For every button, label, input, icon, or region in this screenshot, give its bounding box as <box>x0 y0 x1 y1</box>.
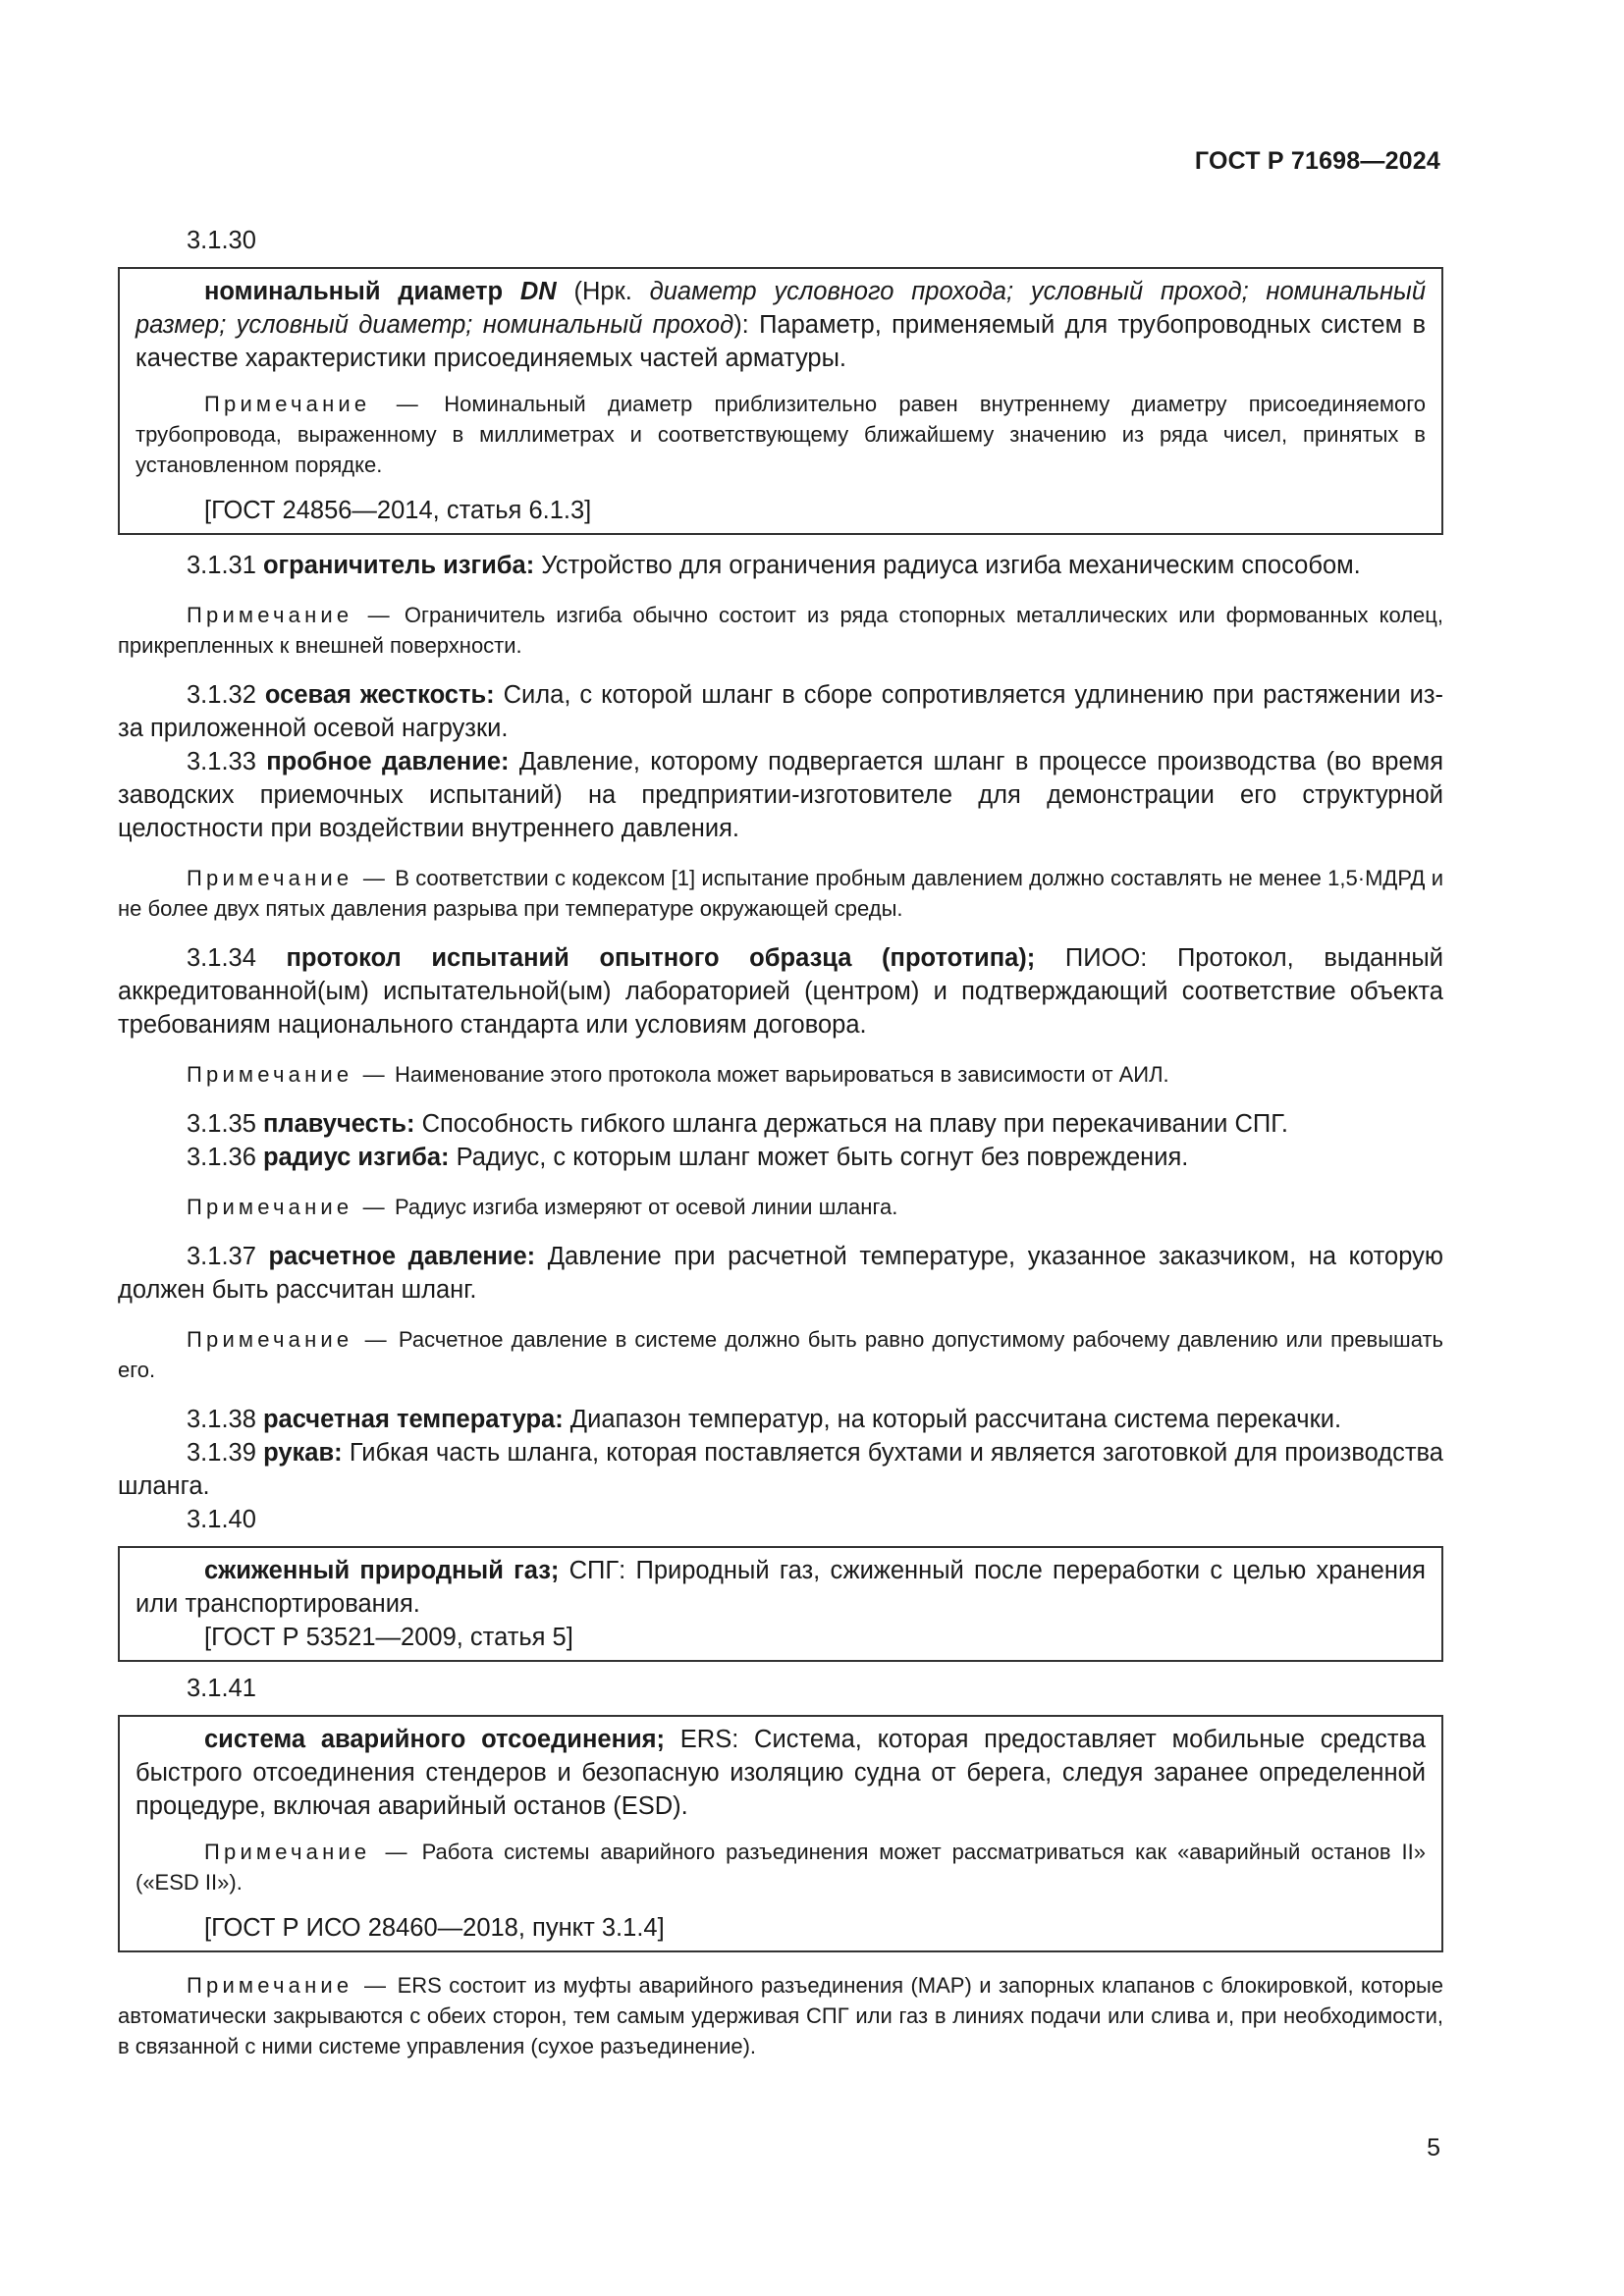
document-content <box>118 224 1443 2061</box>
term-abbreviation: DN <box>519 278 557 305</box>
term: рукав: <box>263 1439 343 1467</box>
note: Примечание — Номинальный диаметр приблизительно равен внутреннему диаметру присоединяемого трубопровода, выраженному в миллиметрах и соответствующему ближайшему значению из ряда чисел, принятых в установленном порядке. <box>135 392 1426 477</box>
note: Примечание — ERS состоит из муфты аварийного разъединения (МАР) и запорных клапанов с блокировкой, которые автоматически закрываются с обеих сторон, тем самым удерживая СПГ или газ в линиях подачи или слива и, при необходимости, в связанной с ними системе управления (сухое разъединение). <box>118 1973 1444 2058</box>
note: Примечание — В соответствии с кодексом [1] испытание пробным давлением должно составлять не менее 1,5·МДРД и не более двух пятых давления разрыва при температуре окружающей среды. <box>118 866 1443 921</box>
term-entry-3-1-37: 3.1.37 расчетное давление: Давление при расчетной температуре, указанное заказчиком, на которую должен быть рассчитан шланг. <box>118 1243 1443 1304</box>
note: Примечание — Наименование этого протокола может варьироваться в зависимости от АИЛ. <box>187 1062 1169 1087</box>
source-reference: [ГОСТ Р ИСО 28460—2018, пункт 3.1.4] <box>204 1914 665 1942</box>
term: система аварийного отсоединения; <box>204 1726 666 1753</box>
term-entry-3-1-41: система аварийного отсоединения; ERS: Система, которая предоставляет мобильные средства быстрого отсоединения стендеров и безопасную изоляцию судна от берега, следуя заранее определенной процедуре, включая аварийный останов (ESD). <box>135 1726 1426 1820</box>
term-entry-3-1-32: 3.1.32 осевая жесткость: Сила, с которой шланг в сборе сопротивляется удлинению при растяжении из-за приложенной осевой нагрузки. <box>118 681 1444 742</box>
term-number-3-1-30: 3.1.30 <box>187 227 256 254</box>
note: Примечание — Радиус изгиба измеряют от осевой линии шланга. <box>187 1195 898 1219</box>
term-entry-3-1-33: 3.1.33 пробное давление: Давление, которому подвергается шланг в процессе производства (во время заводских приемочных испытаний) на предприятии-изготовителе для демонстрации его структурной целостности при воздействии внутреннего давления. <box>118 748 1444 842</box>
term-number-3-1-40: 3.1.40 <box>187 1506 256 1533</box>
term: пробное давление: <box>266 748 510 775</box>
term-entry-3-1-40: сжиженный природный газ; СПГ: Природный газ, сжиженный после переработки с целью хранения или транспортирования. <box>135 1557 1426 1618</box>
term: осевая жесткость: <box>264 681 495 709</box>
term: расчетная температура: <box>262 1406 564 1433</box>
term-box-3-1-30 <box>118 267 1443 535</box>
note: Примечание — Ограничитель изгиба обычно состоит из ряда стопорных металлических или формованных колец, прикрепленных к внешней поверхности. <box>118 603 1443 658</box>
term-box-3-1-41 <box>118 1715 1443 1952</box>
term: протокол испытаний опытного образца (прототипа); <box>286 944 1036 972</box>
term-number-3-1-41: 3.1.41 <box>187 1675 256 1702</box>
term: номинальный диаметр <box>204 278 504 305</box>
term-entry-3-1-36: 3.1.36 радиус изгиба: Радиус, с которым шланг может быть согнут без повреждения. <box>187 1144 1189 1171</box>
note-label: Примечание — <box>204 392 422 416</box>
term: сжиженный природный газ; <box>204 1557 560 1584</box>
term-entry-3-1-35: 3.1.35 плавучесть: Способность гибкого шланга держаться на плаву при перекачивании СПГ. <box>187 1110 1288 1138</box>
term-synonyms: диаметр условного прохода; условный проход; номинальный размер; условный диаметр; номинальный проход <box>135 278 1427 339</box>
term-entry-3-1-38: 3.1.38 расчетная температура: Диапазон температур, на который рассчитана система перекачки. <box>187 1406 1342 1433</box>
term: радиус изгиба: <box>262 1144 450 1171</box>
term: ограничитель изгиба: <box>262 552 535 579</box>
term: расчетное давление: <box>268 1243 536 1270</box>
note: Примечание — Работа системы аварийного разъединения может рассматриваться как «аварийный останов II» («ESD II»). <box>135 1840 1426 1895</box>
term-entry-3-1-31: 3.1.31 ограничитель изгиба: Устройство для ограничения радиуса изгиба механическим способом. <box>187 552 1361 579</box>
term-entry-3-1-34: 3.1.34 протокол испытаний опытного образца (прототипа); ПИОО: Протокол, выданный аккредитованной(ым) испытательной(ым) лабораторией (центром) и подтверждающий соответствие объекта требованиям национального стандарта или условиям договора. <box>118 944 1444 1039</box>
source-reference: [ГОСТ Р 53521—2009, статья 5] <box>204 1624 573 1651</box>
term-entry-3-1-39: 3.1.39 рукав: Гибкая часть шланга, которая поставляется бухтами и является заготовкой для производства шланга. <box>118 1439 1443 1500</box>
term-entry-3-1-30: номинальный диаметр DN (Нрк. диаметр условного прохода; условный проход; номинальный размер; условный диаметр; номинальный проход): Параметр, применяемый для трубопроводных систем в качестве характеристики присоединяемых частей арматуры. <box>135 278 1427 372</box>
note: Примечание — Расчетное давление в системе должно быть равно допустимому рабочему давлению или превышать его. <box>118 1327 1443 1382</box>
document-header: ГОСТ Р 71698—2024 <box>1194 147 1440 175</box>
source-reference: [ГОСТ 24856—2014, статья 6.1.3] <box>204 497 592 524</box>
term: плавучесть: <box>262 1110 415 1138</box>
term-box-3-1-40 <box>118 1546 1443 1662</box>
page-number: 5 <box>1427 2134 1440 2162</box>
term-definition: ): Параметр, применяемый для трубопроводных систем в качестве характеристики присоединяемых частей арматуры. <box>135 311 1426 372</box>
